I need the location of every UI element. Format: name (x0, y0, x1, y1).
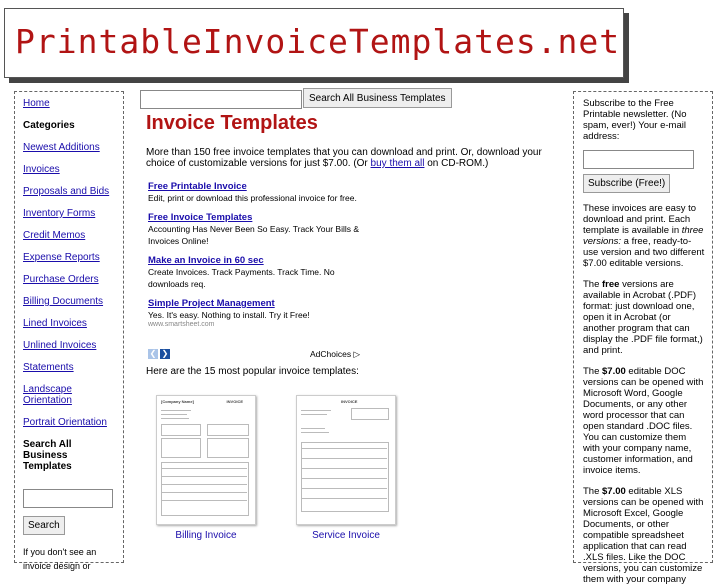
template-thumbnails (156, 395, 436, 541)
nav-portrait-orientation[interactable]: Portrait Orientation (23, 417, 107, 428)
intro-text (146, 147, 564, 169)
free-text-a: The (583, 279, 603, 290)
sidebar-search-button[interactable]: Search (23, 516, 65, 535)
thumb-line (301, 414, 327, 415)
intro-text-start: More than 150 free invoice templates that you can download and print. Or, download your choice of customizable versions for just $7.00. (Or (146, 147, 542, 169)
sidebar-search-input[interactable] (23, 489, 113, 508)
thumb-invoice-label: INVOICE (226, 399, 243, 404)
buy-them-all-link[interactable]: buy them all (370, 158, 425, 169)
popular-templates-text: Here are the 15 most popular invoice templates: (146, 366, 359, 377)
ad-choices-link[interactable]: AdChoices ▷ (309, 349, 360, 359)
ad-item (148, 181, 362, 204)
doc-text-a: The (583, 366, 603, 377)
thumb-box (207, 438, 249, 458)
ad-title-link[interactable]: Free Invoice Templates (148, 212, 253, 223)
thumb-table (161, 462, 249, 516)
doc-text-c: editable DOC versions can be opened with Microsoft Word, Google Documents, or any other word processor that can open standard .DOC files. You can customize them with your company name, customer information, and invoice items. (583, 366, 704, 476)
nav-home-link[interactable]: Home (23, 98, 50, 109)
thumb-line (161, 484, 247, 485)
ad-item (148, 212, 362, 247)
nav-credit-memos[interactable]: Credit Memos (23, 230, 86, 241)
ad-block (148, 181, 362, 336)
thumb-line (301, 448, 387, 449)
thumb-line (301, 478, 387, 479)
nav-expense-reports[interactable]: Expense Reports (23, 252, 100, 263)
nav-proposals-and-bids[interactable]: Proposals and Bids (23, 186, 110, 197)
nav-purchase-orders[interactable]: Purchase Orders (23, 274, 99, 285)
ad-description: Yes. It's easy. Nothing to install. Try it Free! (148, 310, 310, 320)
newsletter-text: Subscribe to the Free Printable newsletter. (No spam, ever!) Your e-mail address: (583, 98, 687, 142)
thumb-line (301, 458, 387, 459)
site-logo-text: PrintableInvoiceTemplates.net (15, 22, 621, 61)
xls-versions-paragraph (583, 486, 705, 585)
ad-item (148, 255, 362, 290)
thumb-invoice-label: INVOICE (341, 399, 358, 404)
thumb-line (161, 492, 247, 493)
ad-item (148, 298, 362, 328)
intro-text-end: on CD-ROM.) (424, 158, 489, 169)
thumb-line (301, 498, 387, 499)
thumb-box (161, 424, 201, 436)
ad-description: Edit, print or download this professional invoice for free. (148, 193, 357, 203)
right-sidebar (573, 91, 713, 585)
ad-title-link[interactable]: Make an Invoice in 60 sec (148, 255, 264, 266)
thumb-box (351, 408, 389, 420)
top-search-bar (140, 88, 564, 110)
site-logo[interactable] (4, 8, 624, 78)
top-search-button[interactable]: Search All Business Templates (303, 88, 452, 108)
versions-text-a: These invoices are easy to download and print. Each template is available in (583, 203, 697, 236)
ad-description: Accounting Has Never Been So Easy. Track Your Bills & Invoices Online! (148, 224, 360, 246)
categories-heading: Categories (23, 120, 75, 131)
page-title: Invoice Templates (146, 112, 318, 134)
thumb-line (301, 432, 329, 433)
thumb-table (301, 442, 389, 512)
thumb-header (161, 399, 251, 405)
thumb-line (301, 488, 387, 489)
thumb-line (161, 410, 191, 411)
thumb-box (207, 424, 249, 436)
thumb-line (161, 468, 247, 469)
left-sidebar (14, 91, 124, 571)
thumb-line (161, 414, 187, 415)
ad-url[interactable]: www.smartsheet.com (148, 321, 215, 328)
free-bold: free (602, 279, 620, 290)
xls-price: $7.00 (602, 486, 626, 497)
thumb-line (301, 410, 331, 411)
free-versions-paragraph (583, 279, 705, 356)
versions-emphasis: three versions: (583, 225, 704, 247)
service-invoice-thumbnail[interactable] (296, 395, 396, 525)
ad-description: Create Invoices. Track Payments. Track Time. No downloads req. (148, 267, 335, 289)
billing-invoice-link[interactable]: Billing Invoice (175, 530, 237, 541)
ad-title-link[interactable]: Simple Project Management (148, 298, 275, 309)
free-text-c: versions are available in Acrobat (.PDF) format: just download one, open it in Acrobat (or another program that can display the .PDF file format,) and print. (583, 279, 703, 356)
thumb-line (161, 500, 247, 501)
nav-inventory-forms[interactable]: Inventory Forms (23, 208, 96, 219)
doc-price: $7.00 (602, 366, 626, 377)
sidebar-note: If you don't see an invoice design or (23, 547, 97, 571)
site-header (0, 0, 727, 100)
search-heading: Search All Business Templates (23, 439, 72, 472)
versions-text-b: a free, ready-to-use version and two different $7.00 editable versions. (583, 236, 705, 269)
thumb-header (301, 399, 391, 405)
subscribe-button[interactable]: Subscribe (Free!) (583, 174, 670, 193)
billing-invoice-thumbnail[interactable] (156, 395, 256, 525)
nav-lined-invoices[interactable]: Lined Invoices (23, 318, 87, 329)
doc-versions-paragraph (583, 366, 705, 476)
thumb-line (301, 428, 325, 429)
nav-newest-additions[interactable]: Newest Additions (23, 142, 100, 153)
xls-text-c: editable XLS versions can be opened with Microsoft Excel, Google Documents, or other compatible spreadsheet application that can read .XLS files. Like the DOC versions, you can customize them with your company (583, 486, 704, 585)
ad-title-link[interactable]: Free Printable Invoice (148, 181, 247, 192)
thumb-box (161, 438, 201, 458)
nav-statements[interactable]: Statements (23, 362, 74, 373)
thumb-company: [Company Name] (161, 399, 194, 404)
thumb-line (301, 468, 387, 469)
chevron-right-icon[interactable]: ❯ (161, 349, 169, 358)
nav-billing-documents[interactable]: Billing Documents (23, 296, 104, 307)
email-input[interactable] (583, 150, 694, 169)
nav-landscape-orientation[interactable]: Landscape Orientation (23, 384, 72, 406)
xls-text-a: The (583, 486, 603, 497)
ad-navigation (148, 349, 360, 360)
thumb-line (161, 476, 247, 477)
nav-unlined-invoices[interactable]: Unlined Invoices (23, 340, 97, 351)
nav-invoices[interactable]: Invoices (23, 164, 60, 175)
chevron-left-icon[interactable]: ❮ (149, 349, 157, 358)
top-search-input[interactable] (140, 90, 302, 109)
thumb-line (161, 418, 189, 419)
versions-paragraph (583, 203, 705, 269)
service-invoice-link[interactable]: Service Invoice (312, 530, 380, 541)
